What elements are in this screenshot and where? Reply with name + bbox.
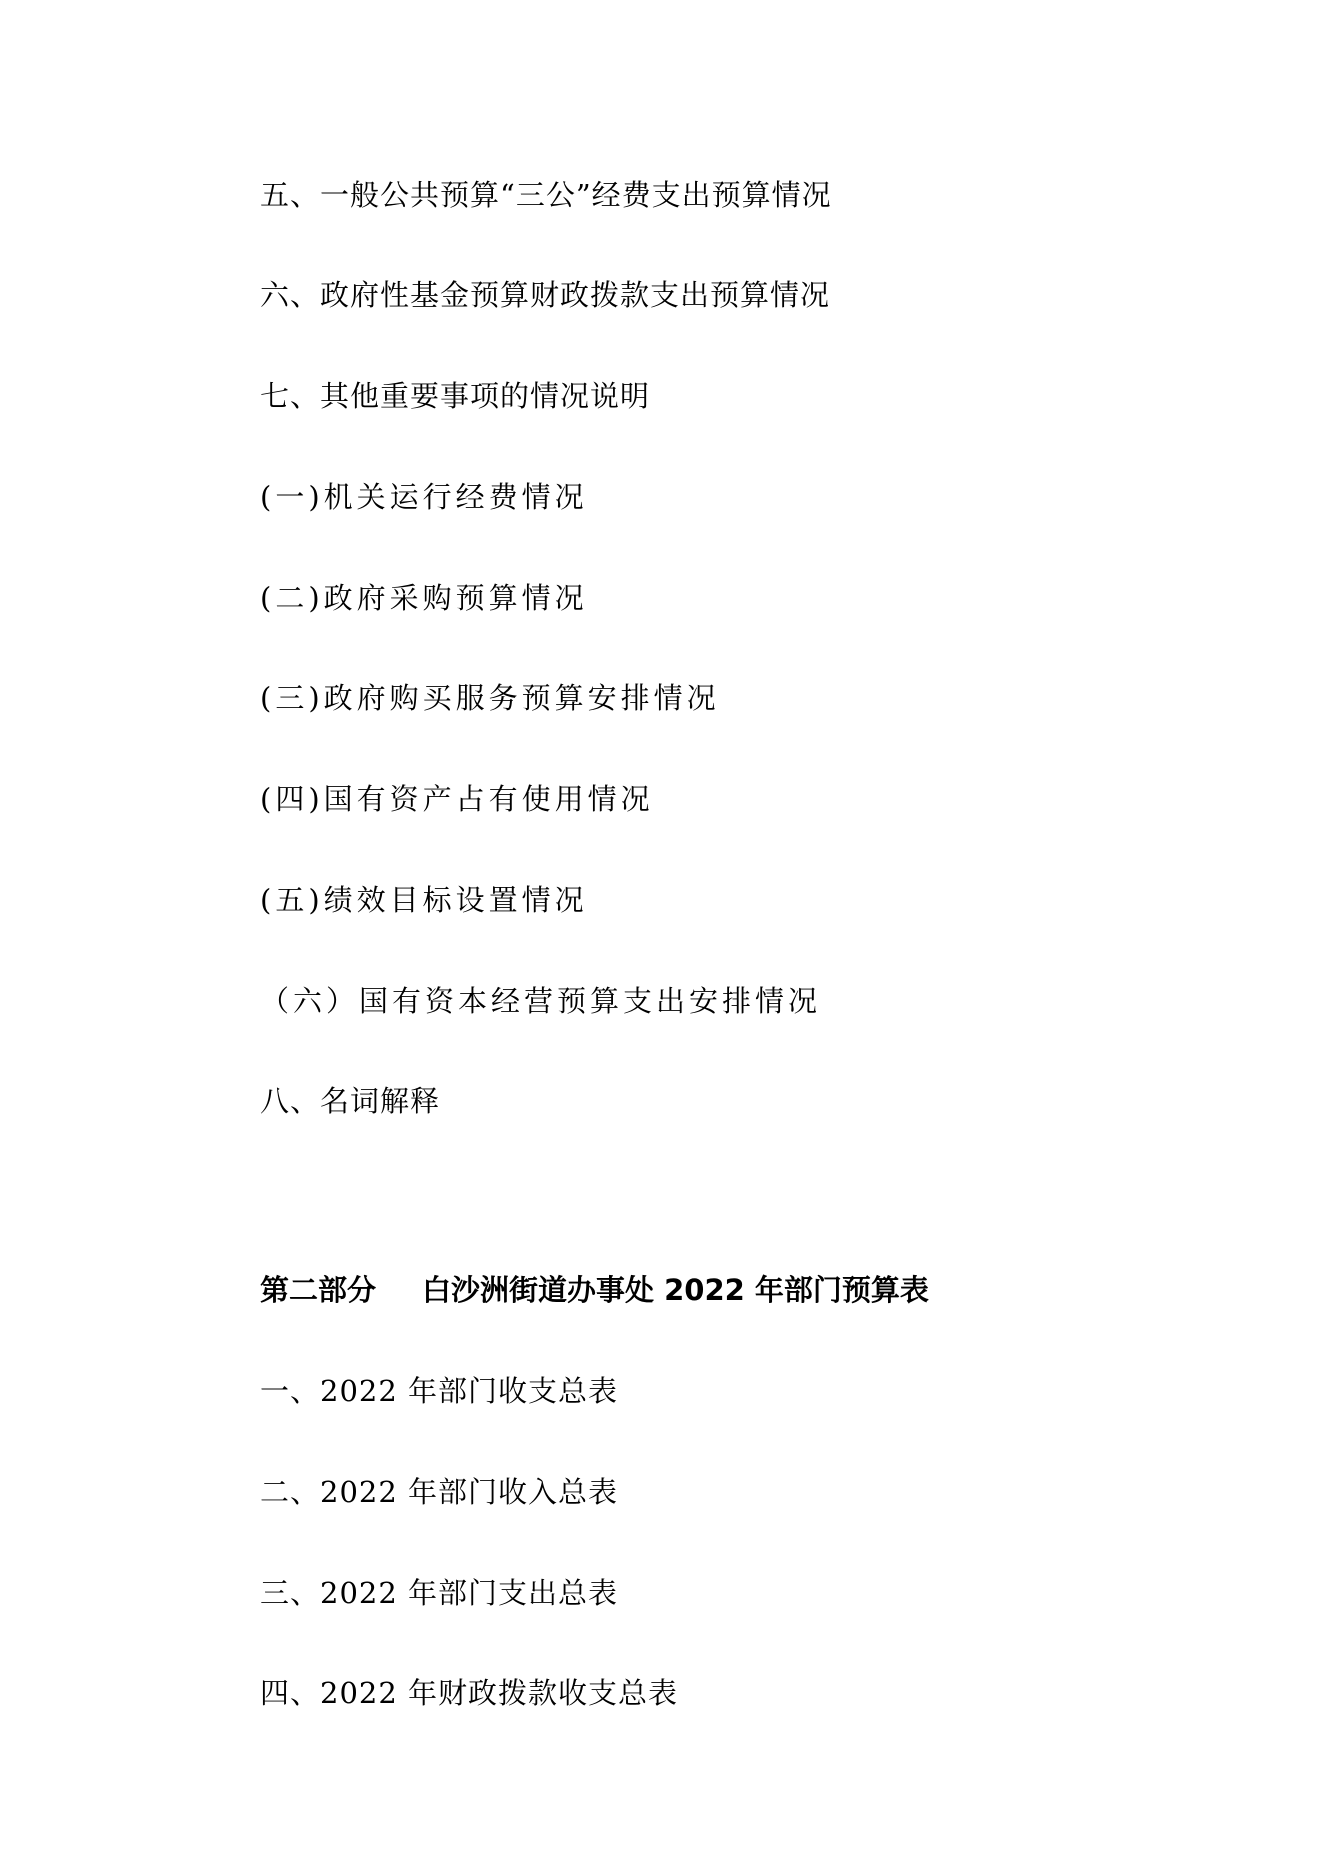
toc-subitem-5: (五)绩效目标设置情况 xyxy=(260,883,588,917)
table-list-item-4: 四、2022 年财政拨款收支总表 xyxy=(260,1676,679,1710)
toc-subitem-4: (四)国有资产占有使用情况 xyxy=(260,782,654,816)
toc-subitem-1: (一)机关运行经费情况 xyxy=(260,480,588,514)
table-list-item-2: 二、2022 年部门收入总表 xyxy=(260,1475,619,1509)
toc-item-6: 六、政府性基金预算财政拨款支出预算情况 xyxy=(260,278,831,312)
table-list-item-1: 一、2022 年部门收支总表 xyxy=(260,1374,619,1408)
part2-label: 第二部分 xyxy=(260,1273,377,1307)
toc-item-5: 五、一般公共预算“三公”经费支出预算情况 xyxy=(260,178,832,212)
toc-item-7: 七、其他重要事项的情况说明 xyxy=(260,379,651,413)
part2-heading xyxy=(260,1272,929,1308)
table-list-item-3: 三、2022 年部门支出总表 xyxy=(260,1576,619,1610)
toc-item-8: 八、名词解释 xyxy=(260,1084,441,1118)
toc-subitem-2: (二)政府采购预算情况 xyxy=(260,581,588,615)
toc-subitem-3: (三)政府购买服务预算安排情况 xyxy=(260,681,720,715)
toc-subitem-6: （六）国有资本经营预算支出安排情况 xyxy=(260,984,822,1018)
part2-title: 白沙洲街道办事处 2022 年部门预算表 xyxy=(422,1273,929,1307)
